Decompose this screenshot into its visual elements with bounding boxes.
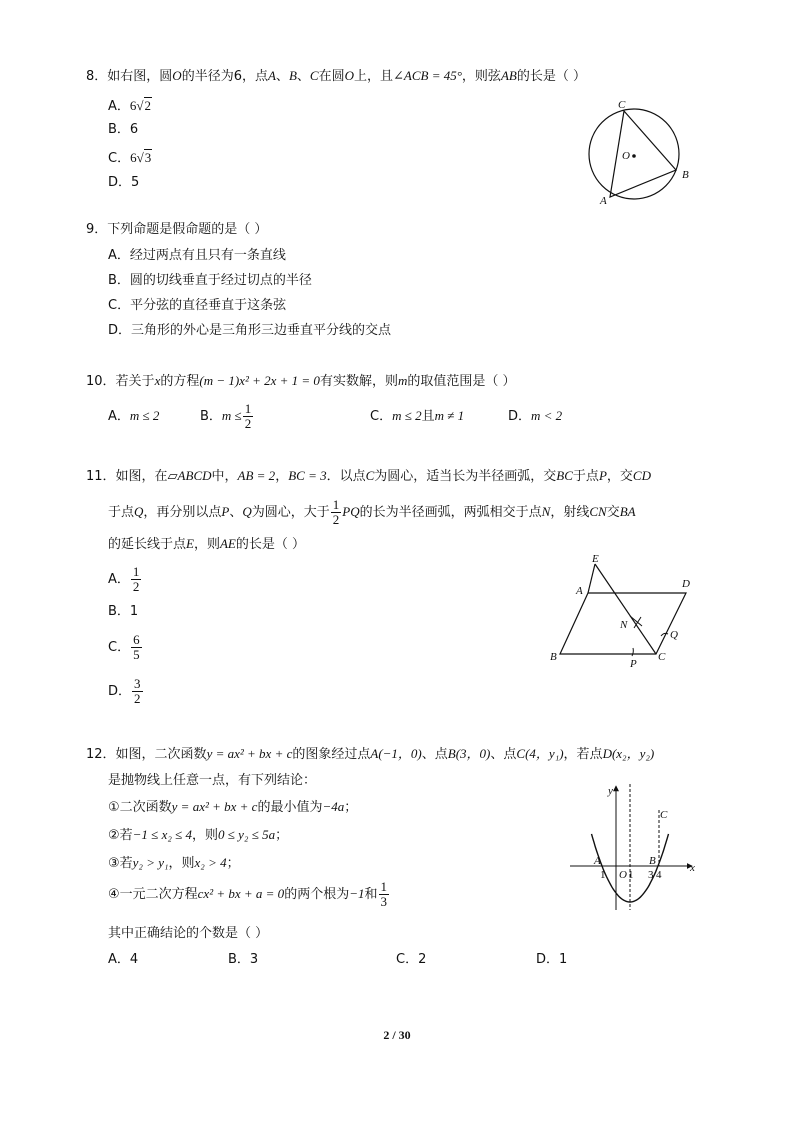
q12-conclusion-1: ①二次函数y = ax² + bx + c的最小值为−4a；: [108, 799, 358, 815]
q12-conclusion-2: ②若−1 ≤ x₂ ≤ 4，则0 ≤ y₂ ≤ 5a；: [108, 827, 289, 843]
q8-label-b: B: [682, 169, 689, 181]
q9-option-c: C．平分弦的直径垂直于这条弦: [108, 298, 287, 313]
q11-option-a: A． $\frac{1}{2}$: [108, 564, 140, 594]
q11-parallelogram-figure: [546, 550, 706, 672]
q12-conclusion-3: ③若y₂ > y₁，则x₂ > 4；: [108, 855, 240, 871]
q8-label-o: O: [622, 150, 630, 162]
q11-option-d: D． $\frac{3}{2}$: [108, 676, 141, 706]
q11-line-2: 于点Q，再分别以点P、Q为圆心，大于 $\frac{1}{2}$ PQ的长为半径画弧，两弧相交于点N，射线CN交BA: [108, 497, 636, 527]
q8-label-a: A: [600, 195, 607, 207]
q12-axis-x-label: x: [690, 862, 695, 874]
q12-option-c: C．2: [396, 952, 427, 967]
q11-label-c: C: [658, 651, 666, 663]
q12-label-b: B: [649, 855, 656, 867]
q11-label-d: D: [682, 578, 690, 590]
q8-option-c: C．6√3: [108, 150, 152, 166]
q11-line-1: 11．如图，在▱ABCD中，AB = 2，BC = 3．以点C为圆心，适当长为半径画弧，交BC于点P，交CD: [86, 468, 651, 484]
q11-label-a: A: [576, 585, 583, 597]
q11-label-q: Q: [670, 629, 678, 641]
q12-option-a: A．4: [108, 952, 139, 967]
q12-line-2: 是抛物线上任意一点，有下列结论：: [108, 773, 317, 788]
q11-label-n: N: [620, 619, 628, 631]
q11-option-c: C． $\frac{6}{5}$: [108, 632, 140, 662]
page-number: 2 / 30: [383, 1028, 411, 1042]
q9-option-a: A．经过两点有且只有一条直线: [108, 248, 286, 263]
q8-option-a: A．6√2: [108, 98, 152, 114]
q8-circle-figure: [578, 98, 702, 210]
q9-stem: 9．下列命题是假命题的是（ ）: [86, 222, 268, 237]
q12-axis-y-label: y: [608, 785, 613, 797]
q12-tick-1: 1: [628, 869, 634, 881]
q12-tick-3: 3: [648, 869, 654, 881]
q8-label-c: C: [618, 99, 626, 111]
q12-conclusion-4: ④一元二次方程cx² + bx + a = 0的两个根为−1和 $\frac{1}{3}$: [108, 879, 387, 909]
q8-option-b: B．6: [108, 122, 139, 137]
q12-count-question: 其中正确结论的个数是（ ）: [108, 926, 269, 941]
q12-tick-neg1: 1: [600, 869, 606, 881]
q12-label-o: O: [619, 869, 627, 881]
q9-option-b: B．圆的切线垂直于经过切点的半径: [108, 273, 312, 288]
q11-label-p: P: [630, 658, 637, 670]
q11-option-b: B．1: [108, 604, 139, 619]
q9-option-d: D．三角形的外心是三角形三边垂直平分线的交点: [108, 323, 392, 338]
q12-option-b: B．3: [228, 952, 259, 967]
q12-tick-4: 4: [656, 869, 662, 881]
q10-stem: 10．若关于x的方程(m − 1)x² + 2x + 1 = 0有实数解，则m的取值范围是（ ）: [86, 373, 516, 389]
q12-option-d: D．1: [536, 952, 568, 967]
q11-label-b: B: [550, 651, 557, 663]
q12-line-1: 12．如图，二次函数y = ax² + bx + c的图象经过点A(−1，0)、点B(3，0)、点C(4，y₁)，若点D(x₂，y₂): [86, 746, 655, 762]
q10-option-a: A．m ≤ 2: [108, 408, 160, 424]
q11-label-e: E: [592, 553, 599, 565]
q8-stem: 8．如右图，圆O的半径为6，点A、B、C在圆O上，且∠ACB = 45°，则弦AB的长是（ ）: [86, 68, 586, 84]
q12-label-c: C: [660, 809, 668, 821]
q11-line-3: 的延长线于点E，则AE的长是（ ）: [108, 536, 306, 552]
q12-parabola-figure: [566, 780, 702, 914]
q10-option-b: B．m ≤ $\frac{1}{2}$: [200, 401, 252, 431]
q12-label-a: A: [594, 855, 601, 867]
q10-option-c: C．m ≤ 2且m ≠ 1: [370, 408, 465, 424]
q10-option-d: D．m < 2: [508, 408, 563, 424]
q8-option-d: D．5: [108, 175, 140, 190]
